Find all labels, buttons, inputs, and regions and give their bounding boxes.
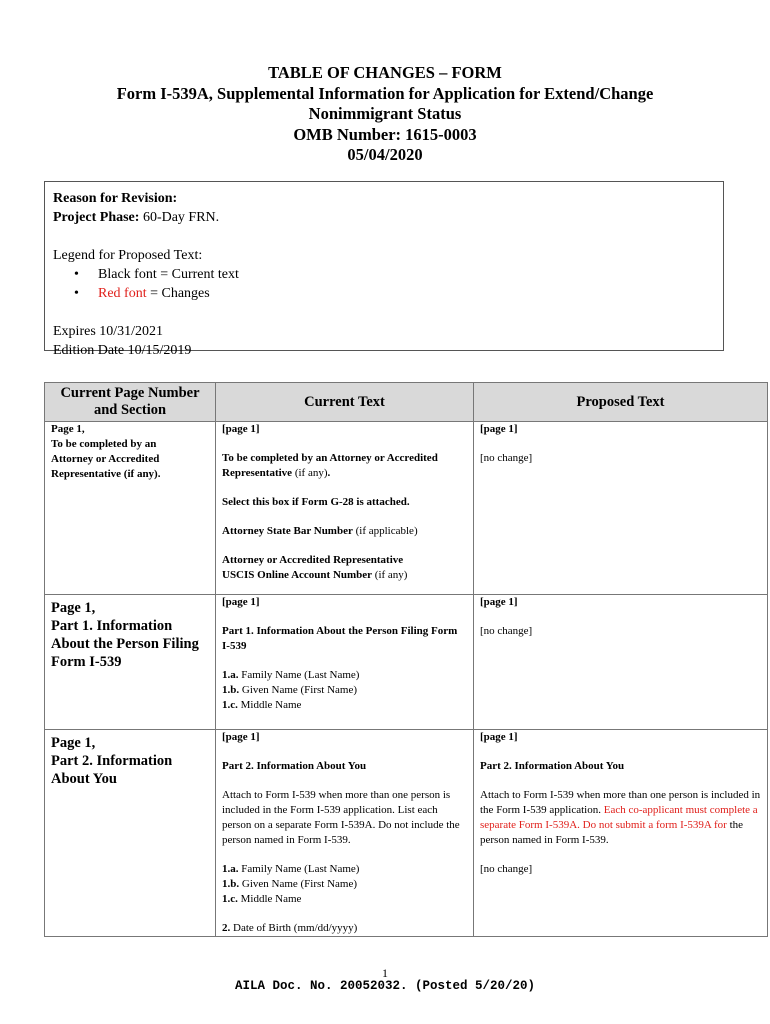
page-number: 1 xyxy=(382,966,388,980)
title-line-1: TABLE OF CHANGES – FORM xyxy=(268,63,502,82)
edition-date: Edition Date 10/15/2019 xyxy=(53,343,192,358)
table-row xyxy=(45,730,768,937)
row-proposed-text: [page 1] [no change] xyxy=(474,422,768,595)
changes-table xyxy=(44,382,768,937)
reason-for-revision-box xyxy=(44,181,724,358)
row-proposed-text: [page 1] [no change] xyxy=(474,595,768,730)
title-line-3: Nonimmigrant Status xyxy=(308,104,462,123)
row-current-text: [page 1] To be completed by an Attorney or Accredited Representative (if any). Select this box if Form G-28 is attached. Attorney State Bar Number (if applicable) Attorney or Accredited Representative USCIS Online Account Number (if any) xyxy=(216,422,474,595)
legend-list xyxy=(53,265,715,303)
header-proposed-text: Proposed Text xyxy=(474,383,768,422)
table-header-row xyxy=(45,383,768,422)
table-row xyxy=(45,595,768,730)
row-section: Page 1, To be completed by an Attorney or Accredited Representative (if any). xyxy=(45,422,216,595)
title-line-2: Form I-539A, Supplemental Information for Application for Extend/Change xyxy=(116,83,654,103)
row-current-text: [page 1] Part 1. Information About the Person Filing Form I-539 1.a. Family Name (Last Name) 1.b. Given Name (First Name) 1.c. Middle Name xyxy=(216,595,474,730)
proposed-change-text: Each co-applicant must complete a separate Form I-539A. Do not submit a form I-539A for xyxy=(480,804,758,831)
omb-number: OMB Number: 1615-0003 xyxy=(293,124,477,144)
row-proposed-text: [page 1] Part 2. Information About You Attach to Form I-539 when more than one person is included in the Form I-539 application. Each co-applicant must complete a separate Form I-539A. Do not submit a form I-539A for the person named in Form I-539. [no change] xyxy=(474,730,768,937)
legend-title: Legend for Proposed Text: xyxy=(53,248,203,263)
document-date: 05/04/2020 xyxy=(347,145,423,164)
header-current-section: Current Page Number and Section xyxy=(45,383,216,422)
reason-label: Reason for Revision: xyxy=(53,191,178,206)
project-phase-label: Project Phase: xyxy=(53,210,140,225)
document-title xyxy=(0,63,770,166)
row-current-text: [page 1] Part 2. Information About You Attach to Form I-539 when more than one person is included in the Form I-539 application. List each person on a separate Form I-539A. Do not include the person named in Form I-539. 1.a. Family Name (Last Name) 1.b. Given Name (First Name) 1.c. Middle Name 2. Date of Birth (mm/dd/yyyy) xyxy=(216,730,474,937)
legend-item-black: • Black font = Current text xyxy=(98,265,715,284)
project-phase-value: 60-Day FRN. xyxy=(139,210,220,225)
row-section: Page 1, Part 1. Information About the Person Filing Form I-539 xyxy=(45,595,216,730)
red-font-sample: Red font xyxy=(98,286,147,301)
expires-date: Expires 10/31/2021 xyxy=(53,324,164,339)
header-current-text: Current Text xyxy=(216,383,474,422)
row-section: Page 1, Part 2. Information About You xyxy=(45,730,216,937)
aila-doc-footer: AILA Doc. No. 20052032. (Posted 5/20/20) xyxy=(234,979,536,993)
legend-item-red: • Red font = Changes xyxy=(98,284,715,303)
table-row xyxy=(45,422,768,595)
